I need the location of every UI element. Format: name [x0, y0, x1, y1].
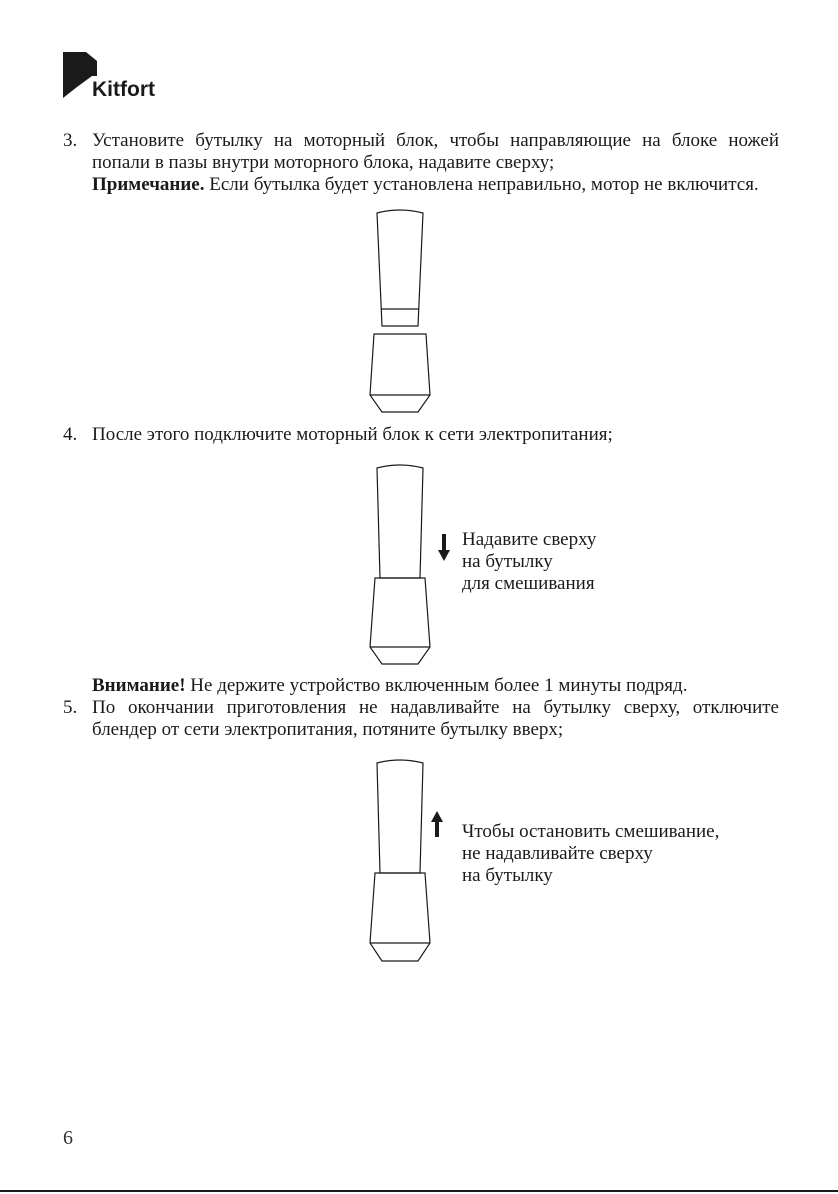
step-number: 5. — [63, 697, 78, 718]
caption-line: Надавите сверху — [462, 529, 597, 550]
bottle-separated-figure — [360, 205, 440, 415]
bottle-released-figure — [360, 755, 440, 965]
caption-line: на бутылку — [462, 865, 553, 886]
step-number: 3. — [63, 130, 78, 151]
step-4 — [63, 424, 779, 446]
bottom-rule — [0, 1190, 838, 1192]
step-text: По окончании приготовления не надавливайте на бутылку сверху, отключите блендер от сети электропитания, потяните бутылку вверх; — [92, 697, 779, 740]
step-number: 4. — [63, 424, 78, 445]
warning-label: Внимание! — [92, 675, 186, 696]
caption-line: для смешивания — [462, 573, 595, 594]
warning-body: Не держите устройство включенным более 1 минуты подряд. — [185, 675, 688, 696]
warning-text — [92, 675, 779, 697]
arrow-down-icon — [438, 534, 450, 562]
note — [92, 174, 779, 196]
caption-line: Чтобы остановить смешивание, — [462, 821, 720, 842]
step-3 — [63, 130, 779, 196]
note-text: Если бутылка будет установлена неправильно, мотор не включится. — [204, 174, 759, 195]
warning — [63, 675, 779, 697]
brand-name: Kitfort — [92, 78, 155, 101]
press-caption — [462, 529, 596, 595]
release-caption — [462, 821, 719, 887]
bottle-pressed-figure — [360, 460, 440, 670]
caption-line: не надавливайте сверху — [462, 843, 653, 864]
step-text: После этого подключите моторный блок к сети электропитания; — [92, 424, 613, 445]
page-number: 6 — [63, 1127, 73, 1149]
caption-line: на бутылку — [462, 551, 553, 572]
step-5 — [63, 697, 779, 741]
arrow-up-icon — [431, 811, 443, 837]
note-label: Примечание. — [92, 174, 205, 195]
kitfort-logo — [63, 52, 173, 102]
step-text: Установите бутылку на моторный блок, чтобы направляющие на блоке ножей попали в пазы внутри моторного блока, надавите сверху; — [92, 130, 779, 173]
